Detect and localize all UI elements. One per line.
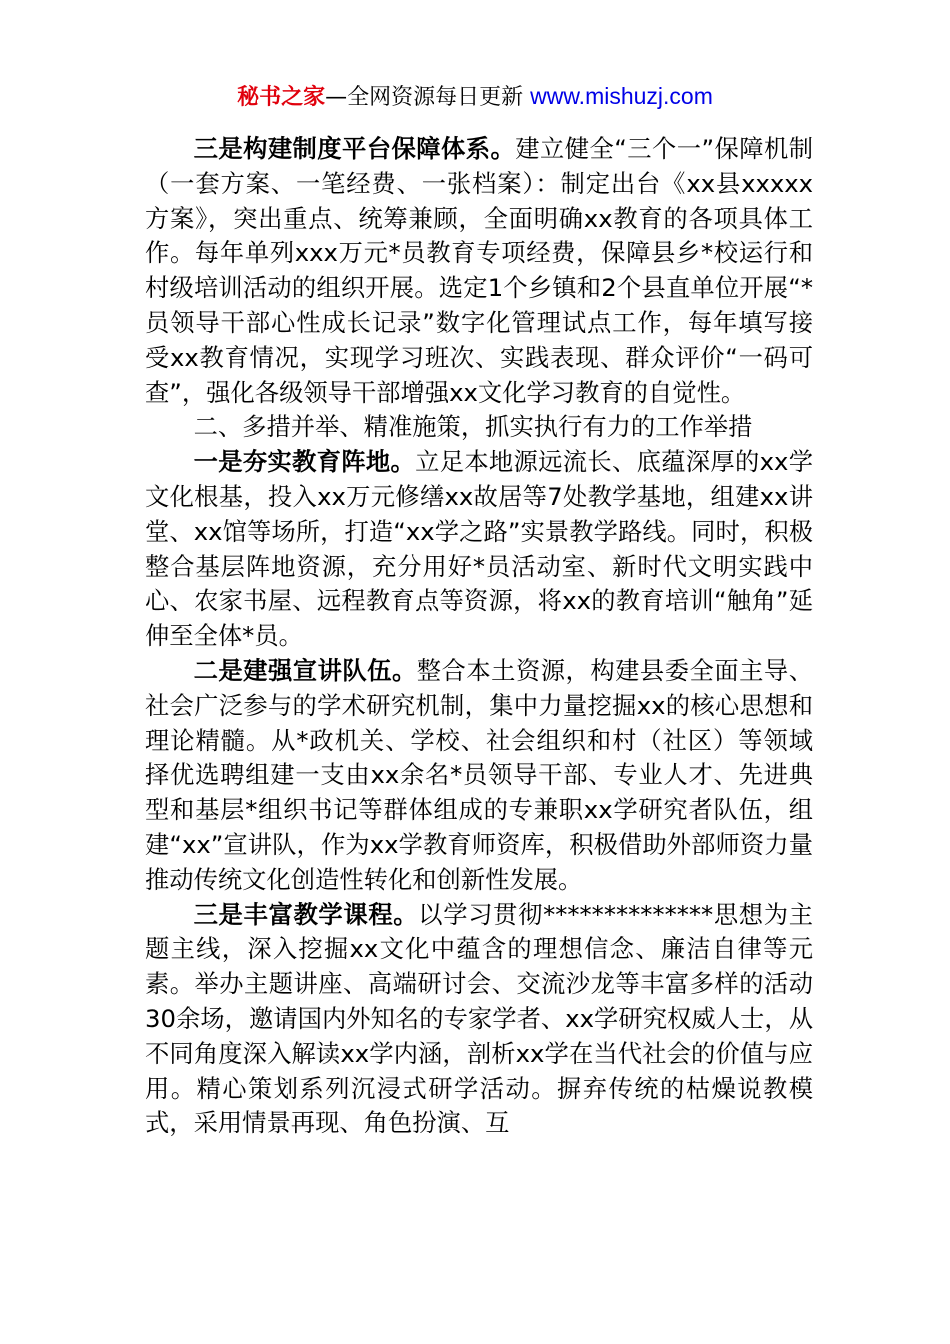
paragraph-text: 整合本土资源，构建县委全面主导、社会广泛参与的学术研究机制，集中力量挖掘xx的核心思想和理论精髓。从*政机关、学校、社会组织和村（社区）等领域择优选聘组建一支由xx余名*员领导干部、专业人才、先进典型和基层*组织书记等群体组成的专兼职xx学研究者队伍，组建“xx”宣讲队，作为xx学教育师资库，积极借助外部师资力量推动传统文化创造性转化和创新性发展。 (145, 655, 814, 894)
paragraph-text: 建立健全“三个一”保障机制（一套方案、一笔经费、一张档案）：制定出台《xx县xxxxx方案》，突出重点、统筹兼顾，全面明确xx教育的各项具体工作。每年单列xxx万元*员教育专项经费，保障县乡*校运行和村级培训活动的组织开展。选定1个乡镇和2个县直单位开展“*员领导干部心性成长记录”数字化管理试点工作，每年填写接受xx教育情况，实现学习班次、实践表现、群众评价“一码可查”，强化各级领导干部增强xx文化学习教育的自觉性。 (145, 134, 813, 407)
paragraph-text: 立足本地源远流长、底蕴深厚的xx学文化根基，投入xx万元修缮xx故居等7处教学基地，组建xx讲堂、xx馆等场所，打造“xx学之路”实景教学路线。同时，积极整合基层阵地资源，充分用好*员活动室、新时代文明实践中心、农家书屋、远程教育点等资源，将xx的教育培训“触角”延伸至全体*员。 (145, 447, 814, 651)
paragraph-system-guarantee (145, 132, 813, 410)
paragraph-lead: 三是构建制度平台保障体系。 (193, 134, 516, 163)
header-tagline: —全网资源每日更新 (325, 85, 531, 110)
paragraph-lead: 三是丰富教学课程。 (193, 899, 419, 929)
paragraph-text: 以学习贯彻**************思想为主题主线，深入挖掘xx文化中蕴含的理想信念、廉洁自律等元素。举办主题讲座、高端研讨会、交流沙龙等丰富多样的活动30余场，邀请国内外知名的专家学者、xx学研究权威人士，从不同角度深入解读xx学内涵，剖析xx学在当代社会的价值与应用。精心策划系列沉浸式研学活动。摒弃传统的枯燥说教模式，采用情景再现、角色扮演、互 (145, 899, 814, 1138)
paragraph-lead: 二是建强宣讲队伍。 (193, 655, 417, 685)
brand-name: 秘书之家 (237, 85, 326, 110)
paragraph-lecture-team (145, 654, 813, 898)
paragraph-curriculum (145, 898, 813, 1142)
paragraph-lead: 一是夯实教育阵地。 (193, 447, 416, 477)
section-heading: 二、多措并举、精准施策，抓实执行有力的工作举措 (193, 412, 753, 442)
site-url-link[interactable]: www.mishuzj.com (530, 83, 713, 109)
page-header (0, 80, 950, 114)
paragraph-education-base (145, 445, 813, 654)
document-body (145, 132, 813, 1141)
